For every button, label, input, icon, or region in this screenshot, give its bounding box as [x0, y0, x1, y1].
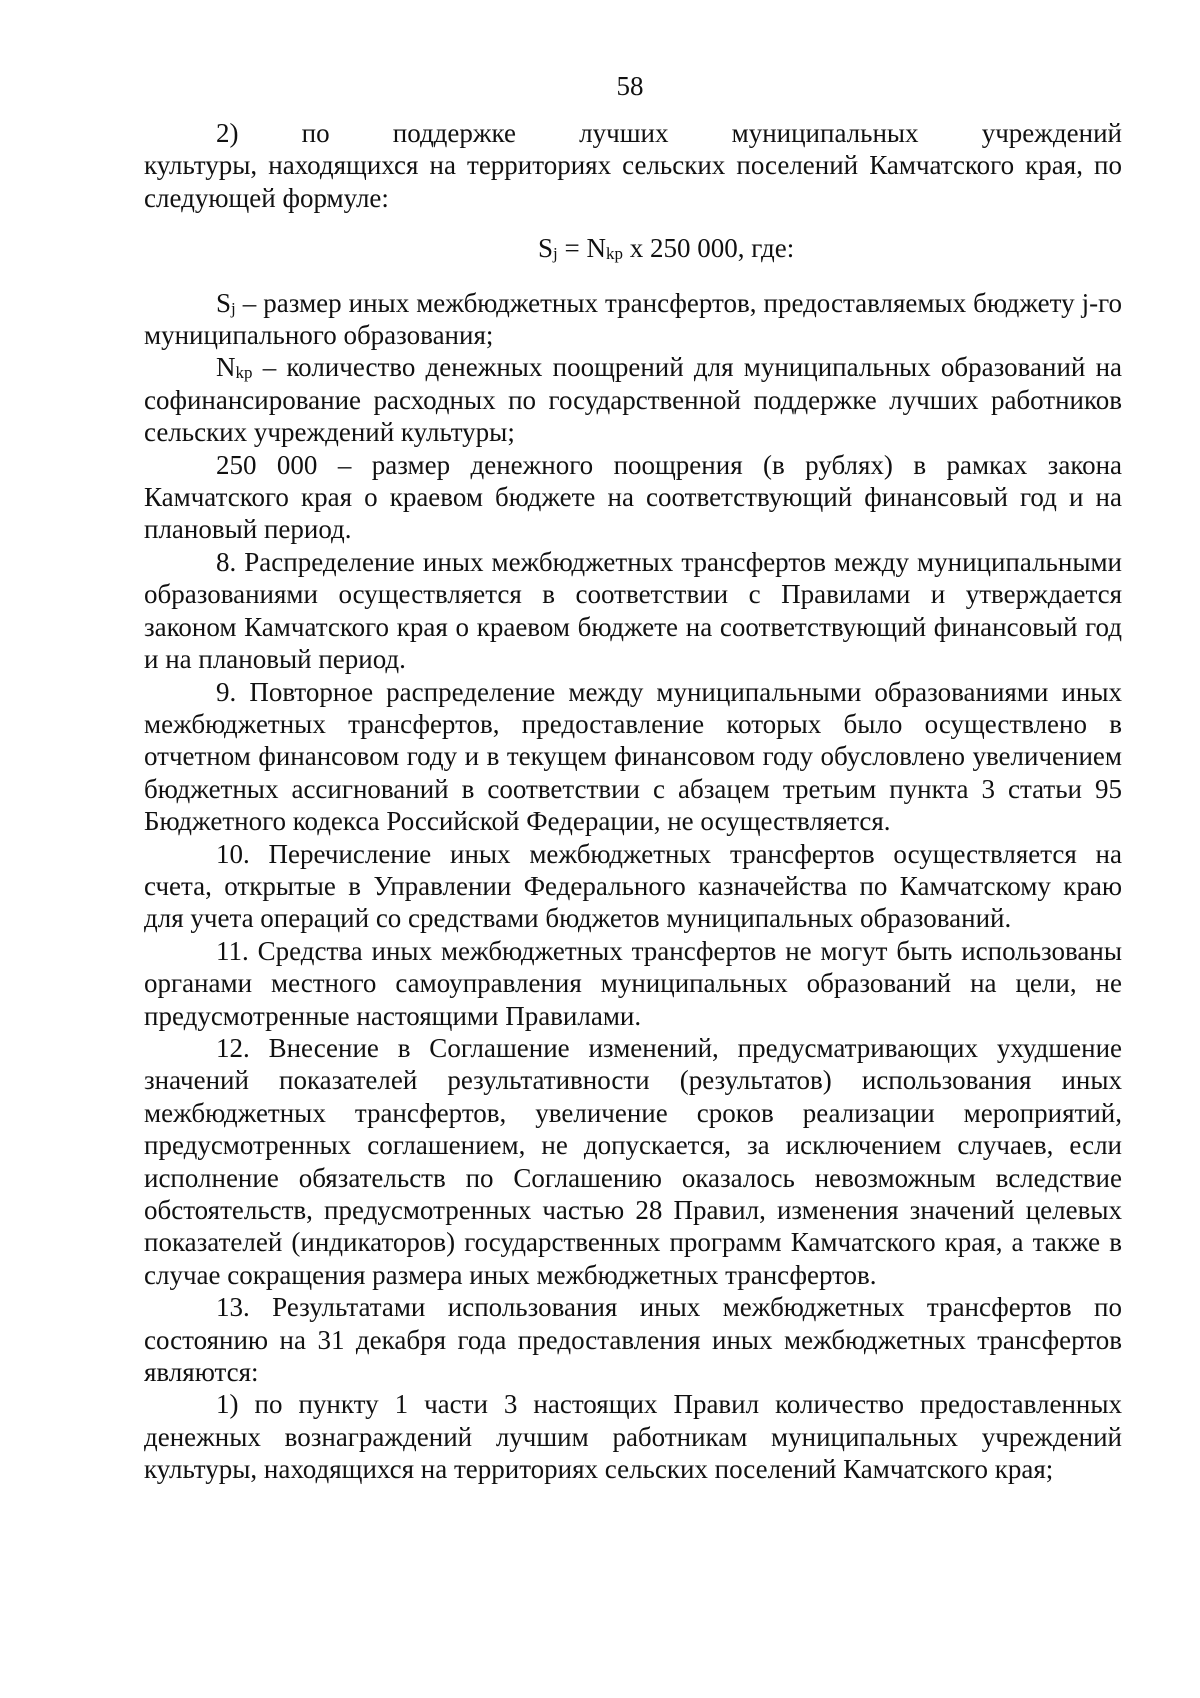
definition-amount: 250 000 – размер денежного поощрения (в рублях) в рамках закона Камчатского края о краевом бюджете на соответствующий финансовый год и на плановый период.: [144, 449, 1122, 545]
formula-n-subscript: kp: [606, 244, 623, 264]
page-number: 58: [616, 71, 644, 101]
sj-symbol: S: [216, 287, 232, 318]
formula-rest: x 250 000, где:: [623, 233, 795, 264]
formula-equals-n: = N: [557, 233, 606, 264]
item-2-continuation: культуры, находящихся на территориях сельских поселений Камчатского края, по следующей формуле:: [144, 150, 1122, 213]
nkp-text: – количество денежных поощрений для муниципальных образований на софинансирование расходных по государственной поддержке лучших работников сельских учреждений культуры;: [144, 352, 1122, 448]
formula-s: S: [538, 233, 554, 264]
paragraph-12: 12. Внесение в Соглашение изменений, предусматривающих ухудшение значений показателей результативности (результатов) использования иных межбюджетных трансфертов, увеличение сроков реализации мероприятий, предусмотренных соглашением, не допускается, за исключением случаев, если исполнение обязательств по Соглашению оказалось невозможным вследствие обстоятельств, предусмотренных частью 28 Правил, изменения значений целевых показателей (индикаторов) государственных программ Камчатского края, а также в случае сокращения размера иных межбюджетных трансфертов.: [144, 1032, 1122, 1290]
definition-nkp: [144, 351, 1122, 448]
paragraph-11: 11. Средства иных межбюджетных трансфертов не могут быть использованы органами местного самоуправления муниципальных образований на цели, не предусмотренные настоящими Правилами.: [144, 935, 1122, 1031]
formula: [144, 232, 1122, 264]
document-body: [144, 117, 1122, 1486]
paragraph-8: 8. Распределение иных межбюджетных трансфертов между муниципальными образованиями осуществляется в соответствии с Правилами и утверждается законом Камчатского края о краевом бюджете на соответствующий финансовый год и на плановый период.: [144, 546, 1122, 675]
item-2-first-line: 2) по поддержке лучших муниципальных учреждений: [216, 118, 1122, 148]
paragraph-10: 10. Перечисление иных межбюджетных трансфертов осуществляется на счета, открытые в Управлении Федерального казначейства по Камчатскому краю для учета операций со средствами бюджетов муниципальных образований.: [144, 838, 1122, 934]
paragraph-13: 13. Результатами использования иных межбюджетных трансфертов по состоянию на 31 декабря года предоставления иных межбюджетных трансфертов являются:: [144, 1292, 1122, 1388]
sj-subscript: j: [231, 298, 236, 318]
sj-text: – размер иных межбюджетных трансфертов, предоставляемых бюджету j-го муниципального образования;: [144, 287, 1122, 351]
nkp-subscript: kp: [235, 363, 253, 383]
formula-s-subscript: j: [553, 244, 558, 264]
paragraph-9: 9. Повторное распределение между муниципальными образованиями иных межбюджетных трансфертов, предоставление которых было осуществлено в отчетном финансовом году и в текущем финансовом году обусловлено увеличением бюджетных ассигнований в соответствии с абзацем третьим пункта 3 статьи 95 Бюджетного кодекса Российской Федерации, не осуществляется.: [144, 676, 1122, 837]
definition-sj: [144, 287, 1122, 352]
nkp-symbol: N: [216, 352, 236, 383]
paragraph-13-item-1: 1) по пункту 1 части 3 настоящих Правил количество предоставленных денежных вознаграждений лучшим работникам муниципальных учреждений культуры, находящихся на территориях сельских поселений Камчатского края;: [144, 1389, 1122, 1485]
